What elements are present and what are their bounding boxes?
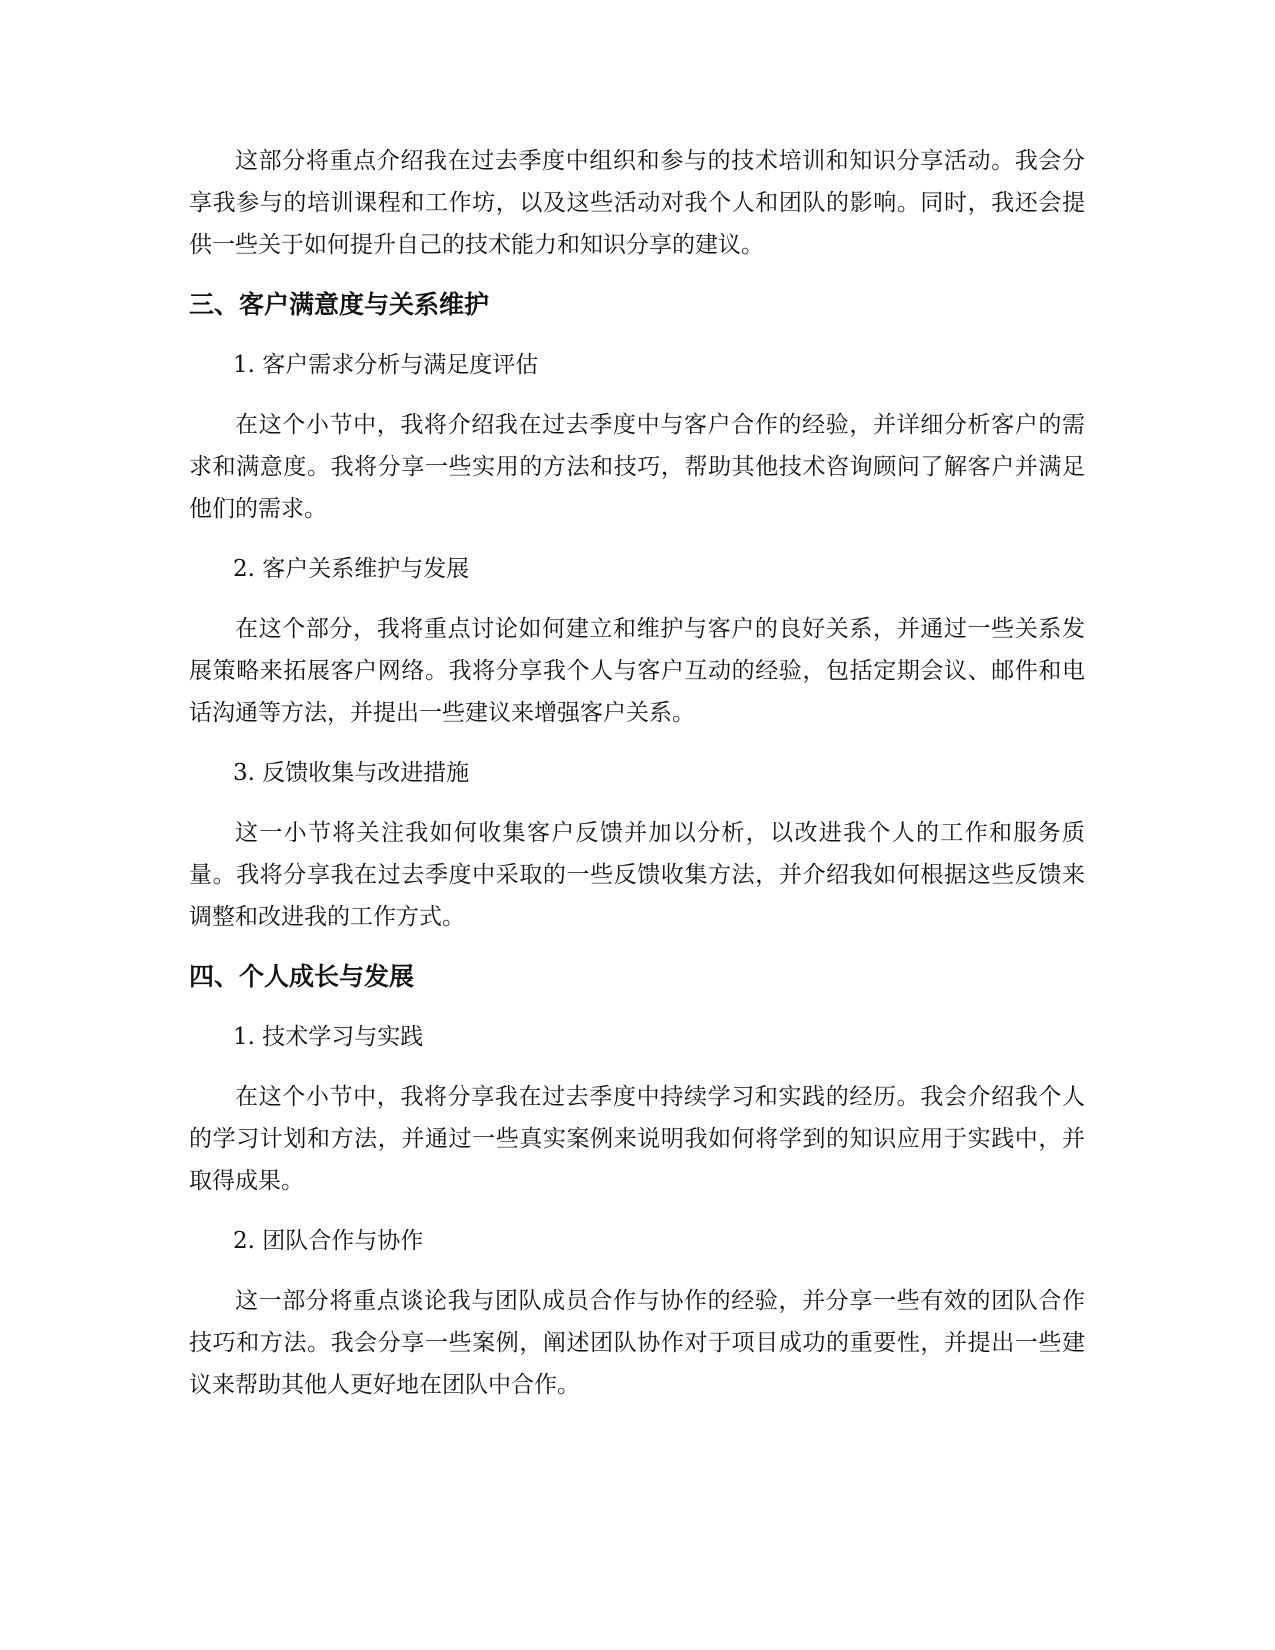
subsection-paragraph: 这一部分将重点谈论我与团队成员合作与协作的经验，并分享一些有效的团队合作技巧和方法。我会分享一些案例，阐述团队协作对于项目成功的重要性，并提出一些建议来帮助其他人更好地在团队中合作。 — [189, 1288, 1085, 1398]
subsection-title: 2. 客户关系维护与发展 — [233, 556, 470, 582]
subsection-paragraph: 这一小节将关注我如何收集客户反馈并加以分析，以改进我个人的工作和服务质量。我将分享我在过去季度中采取的一些反馈收集方法，并介绍我如何根据这些反馈来调整和改进我的工作方式。 — [189, 820, 1085, 930]
subsection-title: 1. 技术学习与实践 — [233, 1024, 424, 1050]
subsection-title: 3. 反馈收集与改进措施 — [233, 760, 470, 786]
subsection-title: 1. 客户需求分析与满足度评估 — [233, 352, 539, 378]
subsection-paragraph: 在这个部分，我将重点讨论如何建立和维护与客户的良好关系，并通过一些关系发展策略来拓展客户网络。我将分享我个人与客户互动的经验，包括定期会议、邮件和电话沟通等方法，并提出一些建议来增强客户关系。 — [189, 616, 1085, 726]
section-heading-personal-growth: 四、个人成长与发展 — [189, 962, 415, 991]
subsection-paragraph: 在这个小节中，我将介绍我在过去季度中与客户合作的经验，并详细分析客户的需求和满意度。我将分享一些实用的方法和技巧，帮助其他技术咨询顾问了解客户并满足他们的需求。 — [189, 412, 1085, 522]
document-body — [189, 140, 1085, 1424]
subsection-paragraph: 在这个小节中，我将分享我在过去季度中持续学习和实践的经历。我会介绍我个人的学习计划和方法，并通过一些真实案例来说明我如何将学到的知识应用于实践中，并取得成果。 — [189, 1084, 1085, 1194]
section-heading-customer-satisfaction: 三、客户满意度与关系维护 — [189, 290, 490, 319]
intro-paragraph: 这部分将重点介绍我在过去季度中组织和参与的技术培训和知识分享活动。我会分享我参与的培训课程和工作坊，以及这些活动对我个人和团队的影响。同时，我还会提供一些关于如何提升自己的技术能力和知识分享的建议。 — [189, 148, 1085, 258]
subsection-title: 2. 团队合作与协作 — [233, 1228, 424, 1254]
